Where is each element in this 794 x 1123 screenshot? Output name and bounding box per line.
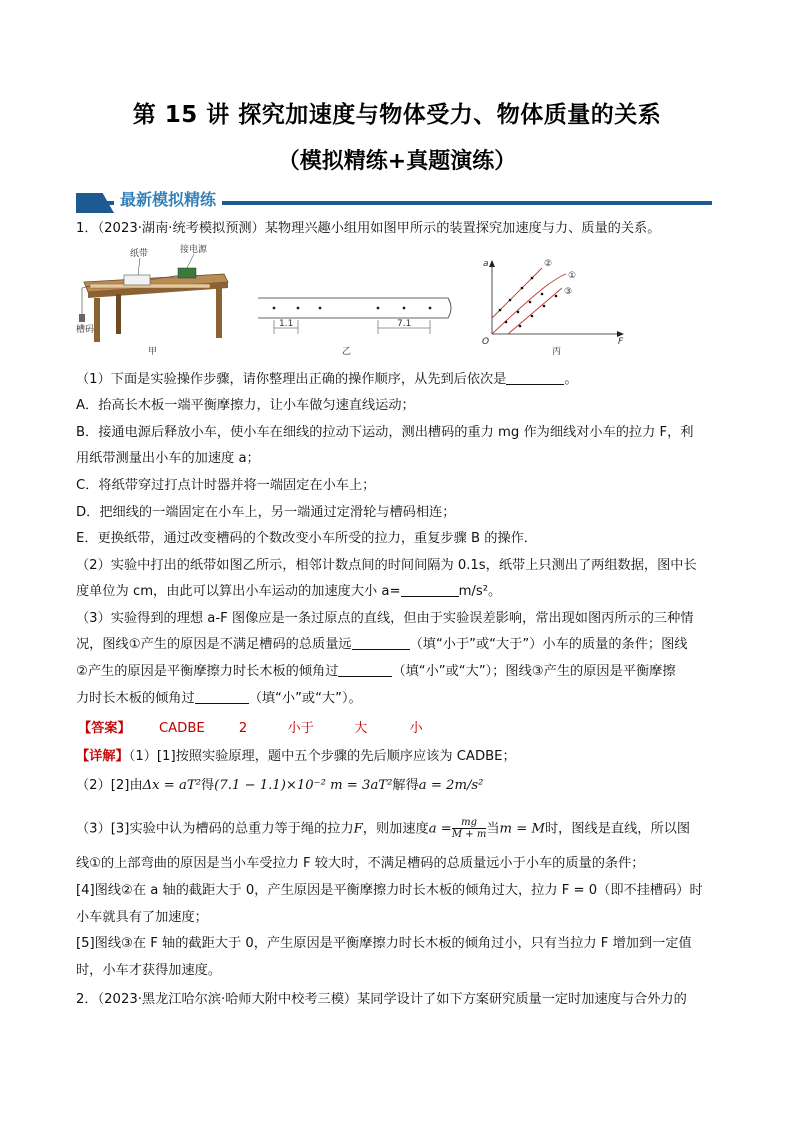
q1-part3-line1: （3）实验得到的理想 a-F 图像应是一条过原点的直线，但由于实验误差影响，常出现如图丙所示的三种情 bbox=[76, 611, 694, 626]
option-a: A．抬高长木板一端平衡摩擦力，让小车做匀速直线运动； bbox=[76, 398, 415, 413]
answer-blank-4[interactable] bbox=[338, 663, 392, 677]
fraction-mg-over-Mm: $\frac{mg}{M + m}$ bbox=[451, 817, 487, 840]
detail-label: 【详解】 bbox=[76, 749, 129, 764]
label-jia: 甲 bbox=[148, 347, 158, 357]
detail-line2: （2）[2]由Δx = aT²得(7.1 − 1.1)×10⁻² m = 3aT²解得a = 2m/s² bbox=[76, 778, 484, 793]
figure-bing bbox=[482, 259, 624, 357]
figure-yi bbox=[258, 298, 451, 357]
label-origin: O bbox=[482, 337, 490, 347]
answer-blank-2[interactable] bbox=[401, 583, 459, 597]
detail-line5: [4]图线②在 a 轴的截距大于 0，产生原因是平衡摩擦力时长木板的倾角过大，拉力 F = 0（即不挂槽码）时 bbox=[76, 883, 703, 898]
q1-figures bbox=[76, 242, 636, 360]
label-paper-tape: 纸带 bbox=[130, 249, 149, 259]
q1-stem: 1．（2023·湖南·统考模拟预测）某物理兴趣小组用如图甲所示的装置探究加速度与力、质量的关系。 bbox=[76, 221, 661, 236]
detail-line1: 【详解】（1）[1]按照实验原理，题中五个步骤的先后顺序应该为 CADBE； bbox=[76, 749, 516, 764]
section-header bbox=[76, 190, 712, 213]
eq-measure: (7.1 − 1.1)×10⁻² m = 3aT² bbox=[214, 778, 393, 793]
eq-result: a = 2m/s² bbox=[418, 778, 484, 793]
label-yi: 乙 bbox=[342, 347, 352, 357]
q1-part3-line3: ②产生的原因是平衡摩擦力时长木板的倾角过 （填“小”或“大”）；图线③产生的原因是平衡摩擦 bbox=[76, 664, 676, 679]
detail-line3: （3）[3]实验中认为槽码的总重力等于绳的拉力F，则加速度a = $\frac{mg}{M + m}$ 当m = M时，图线是直线，所以图 bbox=[76, 817, 691, 840]
label-axis-a: a bbox=[483, 259, 489, 269]
detail-line6: 小车就具有了加速度； bbox=[76, 910, 208, 925]
section-label: 最新模拟精练 bbox=[114, 189, 222, 211]
option-b-line2: 用纸带测量出小车的加速度 a； bbox=[76, 451, 260, 466]
page-subtitle: （模拟精练+真题演练） bbox=[277, 149, 517, 174]
q1-part1: （1）下面是实验操作步骤，请你整理出正确的操作顺序，从先到后依次是 。 bbox=[76, 372, 578, 387]
label-axis-F: F bbox=[618, 337, 624, 347]
answer-item-4: 大 bbox=[354, 721, 368, 736]
label-curve-2: ② bbox=[544, 259, 553, 269]
detail-line8: 时，小车才获得加速度。 bbox=[76, 963, 222, 978]
q1-part2-line1: （2）实验中打出的纸带如图乙所示，相邻计数点间的时间间隔为 0.1s，纸带上只测出了两组数据，图中长 bbox=[76, 558, 697, 573]
q2-stem: 2．（2023·黑龙江哈尔滨·哈师大附中校考三模）某同学设计了如下方案研究质量一定时加速度与合外力的 bbox=[76, 992, 687, 1007]
answer-item-1: CADBE bbox=[158, 721, 205, 736]
q1-part3-line4: 力时长木板的倾角过 （填“小”或“大”）。 bbox=[76, 691, 362, 706]
label-hook-weight: 槽码 bbox=[76, 325, 95, 335]
label-power: 接电源 bbox=[180, 245, 208, 255]
q1-part3-line2: 况，图线①产生的原因是不满足槽码的总质量远 （填“小于”或“大于”）小车的质量的条件；图线 bbox=[76, 637, 688, 652]
answer-blank-5[interactable] bbox=[195, 690, 249, 704]
label-curve-1: ① bbox=[568, 271, 577, 281]
answer-item-3: 小于 bbox=[287, 721, 314, 736]
label-d1: 1.1 bbox=[279, 319, 294, 329]
option-c: C．将纸带穿过打点计时器并将一端固定在小车上； bbox=[76, 478, 376, 493]
eq-delta-x: Δx = aT² bbox=[142, 778, 201, 793]
detail-line7: [5]图线③在 F 轴的截距大于 0，产生原因是平衡摩擦力时长木板的倾角过小，只有当拉力 F 增加到一定值 bbox=[76, 936, 692, 951]
answer-line bbox=[76, 720, 726, 738]
label-d2: 7.1 bbox=[397, 319, 412, 329]
label-curve-3: ③ bbox=[564, 287, 573, 297]
option-b-line1: B．接通电源后释放小车，使小车在细线的拉动下运动，测出槽码的重力 mg 作为细线对小车的拉力 F，利 bbox=[76, 425, 694, 440]
detail-line4: 线①的上部弯曲的原因是当小车受拉力 F 较大时，不满足槽码的总质量远小于小车的质量的条件； bbox=[76, 856, 645, 871]
figure-jia bbox=[76, 243, 228, 357]
answer-label: 【答案】 bbox=[78, 721, 131, 736]
q1-part2-line2: 度单位为 cm，由此可以算出小车运动的加速度大小 a= m/s²。 bbox=[76, 584, 502, 599]
option-e: E．更换纸带，通过改变槽码的个数改变小车所受的拉力，重复步骤 B 的操作． bbox=[76, 531, 537, 546]
option-d: D．把细线的一端固定在小车上，另一端通过定滑轮与槽码相连； bbox=[76, 505, 456, 520]
answer-blank-3[interactable] bbox=[352, 636, 410, 650]
answer-item-2: 2 bbox=[238, 721, 248, 736]
label-bing: 丙 bbox=[552, 347, 562, 357]
answer-item-5: 小 bbox=[409, 721, 423, 736]
page-title: 第 15 讲 探究加速度与物体受力、物体质量的关系 bbox=[132, 102, 662, 128]
answer-blank-1[interactable] bbox=[506, 371, 564, 385]
